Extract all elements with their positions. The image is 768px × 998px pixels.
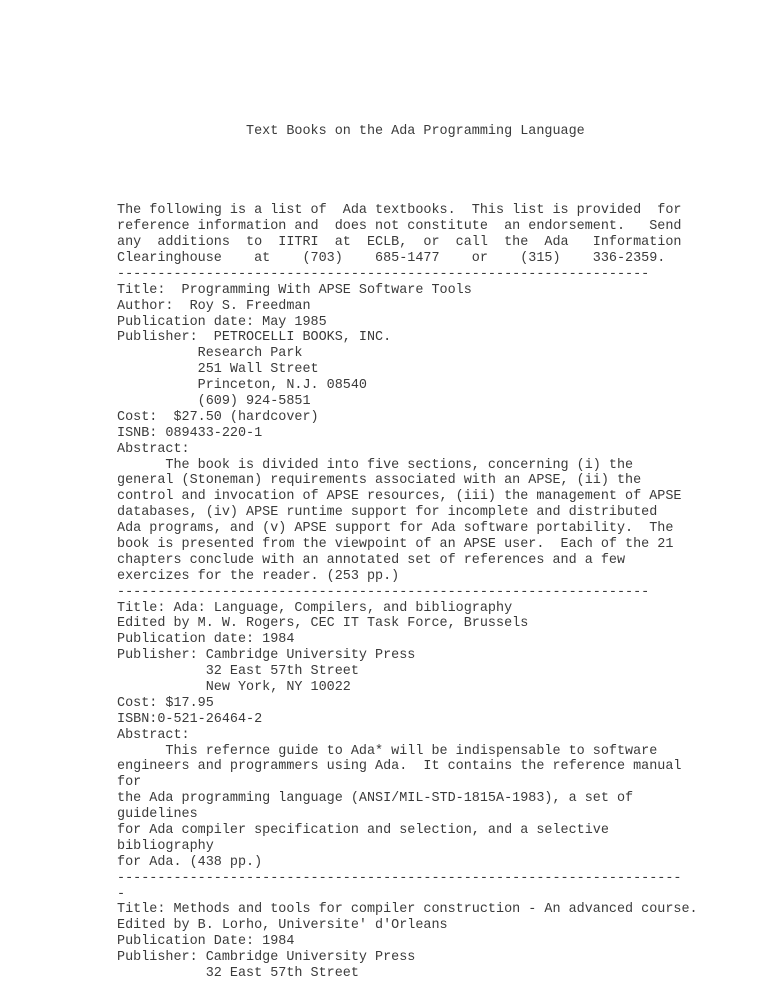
book-title-line: Title: Programming With APSE Software Tools: [117, 282, 472, 298]
text-line: Publication date: 1984: [117, 632, 295, 648]
text-line: (609) 924-5851: [117, 393, 311, 409]
text-line: ISNB: 089433-220-1: [117, 425, 263, 441]
text-line: Edited by M. W. Rogers, CEC IT Task Force, Brussels: [117, 616, 529, 632]
text-line: for Ada compiler specification and selection, and a selective: [117, 823, 609, 839]
text-line: databases, (iv) APSE runtime support for incomplete and distributed: [117, 505, 658, 521]
text-line: exercizes for the reader. (253 pp.): [117, 568, 400, 584]
text-line: Publisher: PETROCELLI BOOKS, INC.: [117, 330, 392, 346]
book-title-line: Title: Ada: Language, Compilers, and bibliography: [117, 600, 513, 616]
text-line: Publisher: Cambridge University Press: [117, 950, 416, 966]
text-line: chapters conclude with an annotated set of references and a few: [117, 552, 626, 568]
text-line: control and invocation of APSE resources, (iii) the management of APSE: [117, 489, 682, 505]
text-line: 32 East 57th Street: [117, 966, 359, 982]
text-line: engineers and programmers using Ada. It contains the reference manual: [117, 759, 682, 775]
text-line: Abstract:: [117, 727, 190, 743]
text-line: This refernce guide to Ada* will be indispensable to software: [117, 743, 658, 759]
text-line: bibliography: [117, 838, 214, 854]
separator-line: ----------------------------------------------------------------------: [117, 870, 682, 886]
text-line: any additions to IITRI at ECLB, or call the Ada Information: [117, 235, 682, 251]
text-line: book is presented from the viewpoint of an APSE user. Each of the 21: [117, 537, 674, 552]
text-line: for Ada. (438 pp.): [117, 854, 263, 870]
text-line: Abstract:: [117, 441, 190, 457]
text-line: Publisher: Cambridge University Press: [117, 648, 416, 664]
text-line: guidelines: [117, 807, 198, 823]
text-line: Publication Date: 1984: [117, 934, 295, 950]
document-heading: Text Books on the Ada Programming Language: [117, 123, 585, 139]
separator-line: ------------------------------------------------------------------: [117, 584, 650, 600]
document-body: [117, 92, 698, 998]
text-line: The book is divided into five sections, concerning (i) the: [117, 457, 634, 473]
text-line: Cost: $17.95: [117, 695, 214, 711]
text-line: Clearinghouse at (703) 685-1477 or (315) 336-2359.: [117, 250, 666, 266]
text-line: The following is a list of Ada textbooks. This list is provided for: [117, 203, 682, 219]
text-line: for: [117, 775, 142, 791]
separator-line: -: [117, 886, 126, 902]
text-line: Publication date: May 1985: [117, 314, 327, 330]
document-lines: [117, 172, 698, 982]
text-line: Ada programs, and (v) APSE support for Ada software portability. The: [117, 521, 674, 537]
text-line: ISBN:0-521-26464-2: [117, 711, 263, 727]
text-line: New York, NY 10022: [117, 680, 351, 696]
text-line: [117, 172, 698, 188]
text-line: Author: Roy S. Freedman: [117, 298, 311, 314]
text-line: 32 East 57th Street: [117, 664, 359, 680]
text-line: 251 Wall Street: [117, 362, 319, 378]
text-line: Research Park: [117, 346, 303, 362]
text-line: [117, 187, 698, 203]
text-line: Edited by B. Lorho, Universite' d'Orleans: [117, 918, 448, 934]
text-line: Princeton, N.J. 08540: [117, 378, 367, 394]
text-line: Cost: $27.50 (hardcover): [117, 409, 319, 425]
text-line: the Ada programming language (ANSI/MIL-STD-1815A-1983), a set of: [117, 791, 634, 807]
text-line: general (Stoneman) requirements associated with an APSE, (ii) the: [117, 473, 642, 489]
text-line: reference information and does not constitute an endorsement. Send: [117, 219, 682, 235]
separator-line: ------------------------------------------------------------------: [117, 266, 650, 282]
book-title-line: Title: Methods and tools for compiler construction - An advanced course.: [117, 902, 698, 918]
